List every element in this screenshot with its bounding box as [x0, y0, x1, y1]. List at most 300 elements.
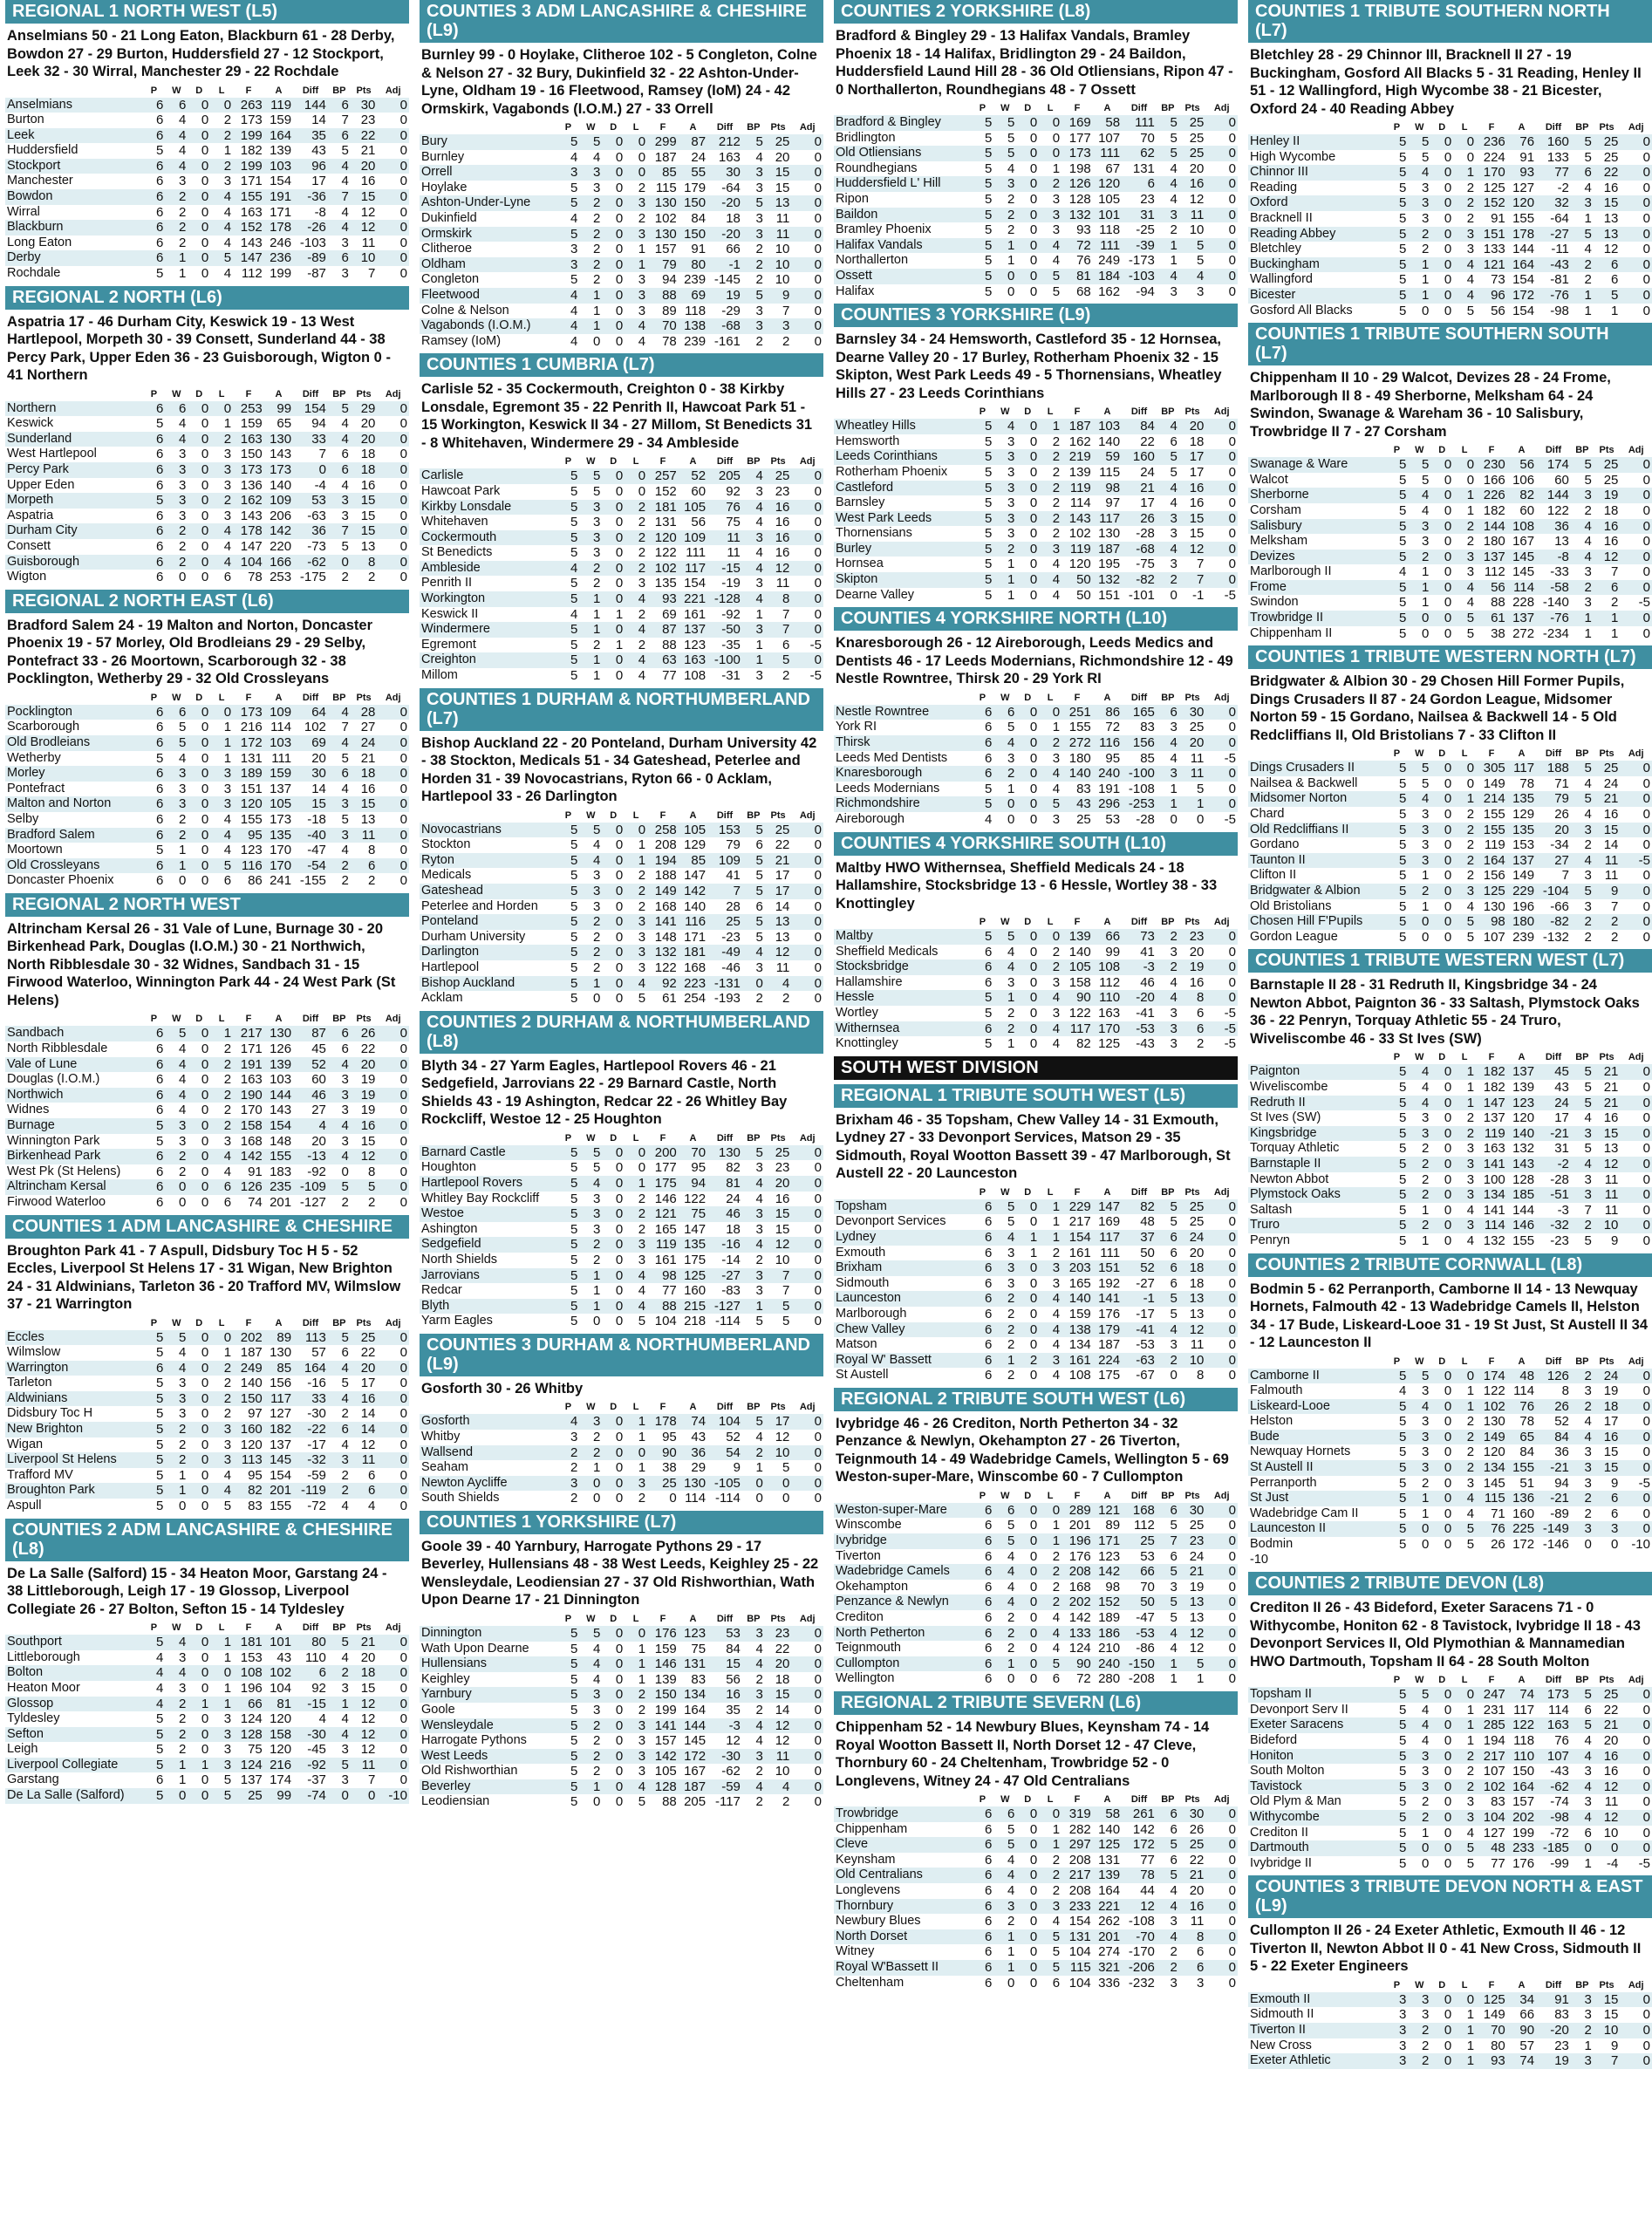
stat-cell: 0 — [1205, 238, 1238, 254]
stat-cell: 155 — [1512, 210, 1535, 226]
table-note: -10 — [1248, 1553, 1652, 1568]
stat-cell: 3 — [1007, 464, 1015, 480]
stat-cell: 93 — [647, 591, 679, 607]
stat-cell: 3 — [1408, 853, 1430, 869]
stat-cell: -114 — [714, 1314, 741, 1329]
stat-cell: 16 — [707, 1687, 742, 1703]
stat-cell: 80 — [1491, 2038, 1505, 2053]
stat-cell: 1 — [1571, 288, 1594, 304]
table-row — [834, 796, 1238, 812]
stat-cell: 0 — [377, 796, 409, 812]
table-row — [420, 211, 823, 227]
stat-cell: 0 — [1444, 1233, 1452, 1248]
stat-cell: 0 — [1228, 1306, 1236, 1321]
team-name: Clifton II — [1250, 868, 1297, 883]
table-row — [1248, 227, 1652, 242]
team-header-cell — [834, 1793, 971, 1806]
stat-cell: 2 — [1007, 222, 1015, 238]
table-row — [1248, 776, 1652, 792]
stat-cell: 4 — [1170, 160, 1178, 176]
stat-cell: 2 — [1453, 1749, 1476, 1765]
stat-cell: 0 — [399, 1649, 407, 1665]
stat-cell: 6 — [1170, 1245, 1178, 1260]
stat-header: W — [1415, 445, 1424, 456]
table-row — [420, 318, 823, 334]
team-name: South Shields — [421, 1491, 500, 1506]
stat-cell: 3 — [341, 1680, 349, 1696]
stat-cell: 6 — [156, 1041, 164, 1056]
stat-cell: -98 — [1550, 303, 1569, 318]
stat-header: Pts — [1184, 406, 1200, 418]
stat-cell: 163 — [679, 652, 707, 668]
stat-cell: 4 — [1466, 898, 1475, 914]
stat-header: Pts — [1599, 445, 1614, 456]
stat-cell: 105 — [1062, 959, 1093, 975]
stat-cell: 3 — [210, 1727, 233, 1743]
team-name: Vale of Lune — [5, 1057, 142, 1073]
stat-cell: 0 — [791, 195, 823, 211]
stat-cell: 24 — [351, 735, 378, 751]
stat-cell: 6 — [985, 1214, 993, 1230]
stat-cell: 5 — [142, 1422, 165, 1437]
team-name: St Just — [1248, 1491, 1385, 1506]
stat-cell: 1 — [579, 976, 602, 992]
stat-header: F — [245, 692, 252, 703]
table-row — [834, 161, 1238, 177]
stat-cell: 155 — [1476, 823, 1507, 838]
stat-cell: 3 — [1170, 1337, 1178, 1353]
team-header-cell — [420, 1401, 556, 1414]
stat-cell: 1 — [638, 837, 646, 853]
stat-cell: 6 — [328, 1422, 351, 1437]
stat-cell: 107 — [1098, 130, 1121, 146]
stat-cell: 0 — [1016, 735, 1039, 751]
stat-header: W — [586, 809, 596, 821]
stat-header: Adj — [1213, 692, 1230, 703]
team-name: Gosforth — [420, 1414, 556, 1430]
stat-cell: 0 — [1430, 1992, 1453, 2008]
team-name: Chard — [1250, 807, 1285, 822]
stat-cell: 0 — [791, 1656, 823, 1672]
stat-cell: 3 — [178, 1680, 187, 1696]
stat-cell: 137 — [1507, 1064, 1536, 1080]
stat-cell: 0 — [1205, 1837, 1238, 1853]
table-row — [1248, 1126, 1652, 1142]
stat-cell: 89 — [662, 303, 677, 318]
stat-cell: 0 — [1430, 457, 1453, 473]
stat-cell: 5 — [1399, 1537, 1407, 1553]
stat-cell: 6 — [156, 477, 164, 493]
stat-header: Pts — [356, 1014, 372, 1025]
stat-cell: 5 — [142, 1391, 165, 1407]
stat-cell: 0 — [1228, 526, 1236, 542]
stat-cell: 140 — [1098, 434, 1121, 449]
stat-cell: 0 — [1642, 1202, 1650, 1218]
stat-cell: 3 — [1466, 1475, 1475, 1491]
stat-cell: 6 — [165, 705, 188, 720]
stat-cell: 7 — [1611, 564, 1619, 580]
stat-cell: -39 — [1122, 238, 1157, 254]
stat-cell: 2 — [1408, 884, 1430, 899]
stat-cell: 6 — [1197, 1005, 1205, 1021]
stat-cell: 24 — [1594, 1369, 1621, 1384]
stat-cell: 117 — [1507, 761, 1536, 776]
stat-cell: 2 — [1052, 464, 1061, 480]
stat-cell: 4 — [156, 1649, 164, 1665]
team-name: Exmouth II — [1248, 1992, 1385, 2008]
stat-cell: 3 — [1466, 1141, 1475, 1157]
stat-cell: 3 — [1170, 944, 1178, 959]
table-row — [5, 220, 409, 236]
team-header-cell — [5, 388, 142, 401]
stat-cell: 15 — [351, 189, 378, 205]
stat-cell: 6 — [156, 720, 164, 735]
stat-cell: 4 — [341, 843, 349, 858]
stat-cell: 12 — [1189, 191, 1205, 207]
results-text: Maltby HWO Withernsea, Sheffield Medicals 24 - 18 Hallamshire, Stocksbridge 13 - 6 Hessle, Wortley 38 - 33 Knottingley — [836, 859, 1218, 912]
stat-cell: 3 — [1571, 1460, 1594, 1476]
stat-cell: 184 — [1093, 269, 1122, 284]
team-name: Thornensians — [836, 526, 912, 541]
stat-cell: 125 — [679, 1268, 707, 1284]
stat-cell: 2 — [1453, 195, 1476, 211]
league-table — [420, 809, 823, 1007]
team-header-cell — [1248, 1051, 1385, 1064]
stat-cell: 5 — [556, 1687, 579, 1703]
stat-cell: 5 — [1399, 1141, 1407, 1157]
stat-cell: -27 — [1536, 227, 1571, 242]
stat-cell: 0 — [1620, 1810, 1652, 1826]
team-name: Devonport Serv II — [1250, 1702, 1348, 1717]
stat-cell: -4 — [1607, 1855, 1619, 1871]
stat-cell: 3 — [223, 1742, 232, 1758]
stat-header: F — [659, 456, 666, 468]
stat-cell: 2 — [1584, 1506, 1592, 1521]
stat-cell: 0 — [1444, 1794, 1452, 1810]
stat-cell: 0 — [1029, 130, 1038, 146]
team-name: St Austell — [836, 1368, 889, 1383]
stat-cell: 114 — [1547, 1702, 1569, 1717]
stat-cell: 0 — [1016, 929, 1039, 945]
stat-cell: 0 — [1430, 165, 1453, 181]
stat-cell: 0 — [201, 1376, 209, 1391]
stat-cell: 2 — [755, 1794, 763, 1810]
stat-cell: 2 — [755, 242, 763, 257]
stat-cell: 7 — [782, 303, 790, 318]
team-name: Launceston II — [1248, 1521, 1385, 1537]
stat-cell: 4 — [341, 781, 349, 796]
stat-header: Pts — [356, 1317, 372, 1328]
table-row — [1248, 853, 1652, 869]
stat-cell: 140 — [270, 477, 292, 493]
stat-cell: 257 — [647, 468, 679, 484]
stat-cell: 3 — [341, 235, 349, 250]
stat-cell: 3 — [993, 449, 1016, 465]
stat-cell: 1 — [755, 637, 763, 652]
stat-cell: 0 — [1016, 1806, 1039, 1822]
league-section — [834, 1056, 1238, 1080]
stat-cell: 41 — [726, 868, 741, 884]
stat-cell: 12 — [1122, 1899, 1157, 1915]
stat-cell: 180 — [1483, 534, 1505, 550]
stat-cell: 0 — [602, 823, 625, 838]
stat-cell: 3 — [755, 1221, 763, 1237]
stat-cell: 20 — [1189, 1245, 1205, 1260]
stat-cell: -82 — [1122, 572, 1157, 588]
table-row — [420, 652, 823, 668]
stat-cell: 133 — [1062, 1626, 1093, 1642]
stat-cell: 25 — [765, 134, 792, 150]
table-row — [420, 945, 823, 960]
table-row — [5, 1057, 409, 1073]
table-row — [5, 1376, 409, 1391]
stat-cell: 1 — [592, 1460, 601, 1476]
stat-cell: 28 — [351, 705, 378, 720]
stat-cell: 3 — [625, 1476, 647, 1492]
stat-cell: 2 — [993, 1021, 1016, 1037]
stat-cell: 6 — [142, 796, 165, 812]
stat-cell: 78 — [1519, 1414, 1535, 1430]
stat-cell: 164 — [264, 128, 293, 144]
stat-cell: 148 — [654, 929, 677, 945]
stat-header: F — [659, 809, 666, 821]
table-row — [834, 1868, 1238, 1883]
table-row — [420, 1764, 823, 1779]
team-header-cell — [420, 455, 556, 468]
stat-cell: 3 — [993, 511, 1016, 527]
stat-cell: 99 — [264, 401, 293, 417]
table-row — [834, 495, 1238, 511]
stat-cell: 120 — [270, 1742, 292, 1758]
stat-cell: 0 — [399, 843, 407, 858]
stat-cell: 0 — [399, 447, 407, 462]
stat-cell: 117 — [679, 561, 707, 577]
table-row — [1248, 899, 1652, 915]
stat-cell: 0 — [1444, 1764, 1452, 1779]
stat-cell: 5 — [570, 1671, 578, 1687]
stat-cell: 5 — [1399, 625, 1407, 641]
stat-cell: 109 — [707, 853, 742, 869]
stat-cell: 3 — [1453, 550, 1476, 565]
stat-cell: -109 — [293, 1179, 328, 1195]
stat-cell: 3 — [556, 165, 579, 181]
stat-header: F — [245, 1622, 252, 1634]
stat-cell: 53 — [1140, 1548, 1155, 1564]
table-row — [1248, 150, 1652, 166]
stat-cell: 163 — [1483, 1141, 1505, 1157]
table-row — [834, 1806, 1238, 1822]
stat-cell: 5 — [1385, 227, 1408, 242]
stat-header: BP — [747, 1402, 761, 1413]
stat-cell: 152 — [654, 483, 677, 499]
stat-cell: 3 — [1052, 974, 1061, 990]
stat-cell: 2 — [1052, 526, 1061, 542]
stat-cell: 68 — [1076, 283, 1091, 299]
stat-cell: 52 — [1122, 1260, 1157, 1276]
stat-cell: 3 — [223, 174, 232, 189]
stat-cell: 0 — [201, 1194, 209, 1210]
stat-cell: 4 — [625, 1268, 647, 1284]
stat-cell: 0 — [615, 959, 624, 975]
stat-cell: 5 — [570, 1794, 578, 1810]
stat-cell: 149 — [1483, 775, 1505, 791]
league-table — [420, 121, 823, 349]
stat-cell: 16 — [360, 781, 376, 796]
team-name: De La Salle (Salford) — [5, 1788, 142, 1804]
stat-cell: 5 — [570, 1733, 578, 1749]
stat-cell: 0 — [1430, 1187, 1453, 1203]
stat-cell: 4 — [1453, 1491, 1476, 1506]
stat-cell: 0 — [1620, 2023, 1652, 2038]
table-header — [420, 1132, 823, 1145]
stat-header: A — [1518, 1979, 1526, 1991]
table-row — [1248, 195, 1652, 211]
stat-cell: 142 — [1093, 1564, 1122, 1580]
stat-cell: 305 — [1476, 761, 1507, 776]
stat-cell: 3 — [1170, 720, 1178, 735]
stat-cell: 5 — [556, 530, 579, 546]
stat-cell: -14 — [721, 1252, 741, 1267]
table-row — [834, 782, 1238, 797]
stat-cell: 0 — [1642, 1233, 1650, 1248]
stat-cell: 2 — [1007, 1641, 1015, 1656]
stat-cell: 2 — [1408, 1187, 1430, 1203]
stat-cell: 1 — [1466, 1079, 1475, 1095]
stat-cell: 0 — [1642, 1794, 1650, 1810]
stat-cell: 0 — [399, 416, 407, 432]
stat-cell: 0 — [399, 811, 407, 827]
stat-cell: 13 — [360, 538, 376, 554]
stat-cell: 3 — [1408, 519, 1430, 535]
team-header-cell — [1248, 444, 1385, 457]
stat-cell: 296 — [1093, 796, 1122, 812]
stat-cell: 0 — [377, 705, 409, 720]
team-name: Littleborough — [7, 1649, 80, 1664]
results-text: Crediton II 26 - 43 Bideford, Exeter Saracens 71 - 0 Withycombe, Honiton 62 - 8 Tavistock, Ivybridge II 18 - 43 Devonport Services II, Old Plymothian & Mannamedian HWO Dartmouth, Topsham II 64 - 28 South Molton — [1250, 1600, 1641, 1670]
stat-cell: -114 — [714, 1491, 741, 1506]
table-row — [420, 1206, 823, 1222]
stat-cell: 5 — [1594, 288, 1621, 304]
table-row — [5, 858, 409, 874]
stat-cell: 64 — [293, 705, 328, 720]
team-name: Selby — [7, 811, 39, 826]
stat-header: L — [1461, 1356, 1468, 1367]
table-row — [420, 1299, 823, 1315]
team-name: Dings Crusaders II — [1248, 761, 1385, 776]
stat-cell: 3 — [328, 1088, 351, 1103]
stat-cell: 0 — [1444, 1141, 1452, 1157]
stat-cell: 5 — [985, 191, 993, 207]
stat-cell: 161 — [1062, 1353, 1093, 1369]
table-row — [1248, 503, 1652, 519]
stat-cell: 4 — [223, 538, 232, 554]
stat-cell: 0 — [377, 493, 409, 509]
stat-cell: 0 — [377, 1118, 409, 1134]
stat-header: Diff — [302, 1622, 319, 1634]
stat-cell: 0 — [814, 1283, 822, 1299]
team-name: Walcot — [1250, 472, 1288, 487]
stat-cell: 4 — [1571, 1749, 1594, 1765]
stat-cell: 2 — [1408, 1157, 1430, 1172]
team-name: Richmondshire — [834, 796, 971, 812]
stat-cell: 91 — [1536, 1992, 1571, 2008]
stat-cell: 46 — [293, 1088, 328, 1103]
team-name: Marlborough II — [1250, 564, 1332, 579]
stat-cell: 3 — [1466, 242, 1475, 257]
stat-cell: 124 — [240, 1711, 263, 1727]
stat-cell: 0 — [1016, 269, 1039, 284]
stat-cell: 0 — [1620, 288, 1652, 304]
stat-cell: 2 — [993, 1291, 1016, 1307]
stat-cell: 1 — [638, 1641, 646, 1656]
stat-cell: 60 — [691, 483, 707, 499]
stat-cell: 110 — [1093, 990, 1122, 1006]
stat-cell: 69 — [679, 288, 707, 304]
team-name: Pocklington — [5, 705, 142, 720]
stat-cell: 145 — [684, 1733, 707, 1749]
stat-cell: 0 — [1205, 542, 1238, 557]
team-name: West Hartlepool — [7, 447, 97, 461]
stat-cell: 130 — [679, 1476, 707, 1492]
stat-cell: 3 — [579, 884, 602, 899]
stat-cell: 80 — [293, 1635, 328, 1650]
stat-cell: 153 — [240, 1649, 263, 1665]
stat-cell: 65 — [1507, 1430, 1536, 1445]
stat-cell: 0 — [377, 98, 409, 113]
stat-cell: 0 — [1205, 1533, 1238, 1549]
stat-cell: 4 — [1571, 1810, 1594, 1826]
stat-cell: 12 — [775, 1733, 790, 1749]
team-name: Yarm Eagles — [421, 1314, 493, 1328]
stat-cell: 0 — [615, 1314, 624, 1329]
stat-cell: 0 — [1016, 1899, 1039, 1915]
stat-cell: 112 — [1099, 974, 1121, 990]
stat-cell: 4 — [1584, 1110, 1592, 1126]
stat-cell: 4 — [1157, 1929, 1179, 1945]
stat-cell: 108 — [1068, 1368, 1091, 1383]
stat-cell: 0 — [1016, 176, 1039, 192]
table-row — [1248, 181, 1652, 196]
stat-cell: 5 — [1466, 929, 1475, 945]
stat-cell: 130 — [1098, 526, 1121, 542]
stat-cell: 2 — [341, 1406, 349, 1422]
stat-cell: 4 — [1584, 1414, 1592, 1430]
stat-cell: -149 — [1536, 1521, 1571, 1537]
stat-header: Diff — [1130, 1186, 1148, 1198]
stat-cell: 0 — [1029, 1852, 1038, 1868]
table-row — [5, 812, 409, 828]
stat-cell: 4 — [1408, 791, 1430, 807]
stat-cell: 1 — [742, 1299, 765, 1315]
table-row — [420, 1192, 823, 1207]
stat-cell: 3 — [1157, 1021, 1179, 1037]
stat-cell: 1 — [1052, 1214, 1061, 1230]
stat-cell: 5 — [1399, 303, 1407, 318]
stat-cell: 3 — [1007, 750, 1015, 766]
stat-cell: 66 — [1519, 2007, 1535, 2023]
stat-header: L — [218, 1014, 225, 1025]
stat-cell: -15 — [707, 561, 742, 577]
column-2 — [420, 0, 823, 2233]
stat-header: W — [1000, 1794, 1010, 1805]
stat-cell: 2 — [210, 1118, 233, 1134]
table-row — [834, 1291, 1238, 1307]
stat-cell: 0 — [201, 1711, 209, 1727]
table-row — [1248, 807, 1652, 823]
stat-cell: 11 — [1594, 1187, 1621, 1203]
stat-cell: 6 — [985, 1944, 993, 1960]
stat-cell: 111 — [1093, 238, 1122, 254]
